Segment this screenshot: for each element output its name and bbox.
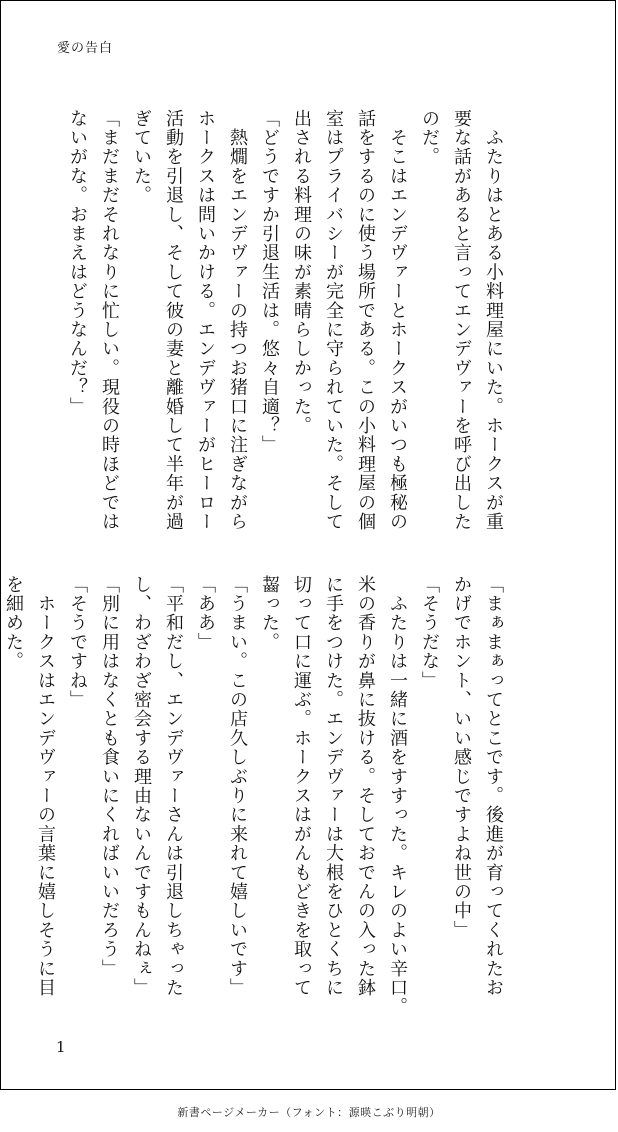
text-line: 話をするのに使う場所である。この小料理屋の個: [355, 109, 376, 532]
text-block-top: [61, 109, 509, 532]
text-line: 出される料理の味が素晴らしかった。: [291, 109, 312, 436]
text-line: ホークスはエンデヴァーの言葉に嬉しそうに目: [35, 575, 56, 998]
footer-credit: 新書ページメーカー（フォント：源暎こぶり明朝）: [177, 1106, 441, 1119]
text-line: 「平和だし、エンデヴァーさんは引退しちゃった: [163, 575, 184, 998]
text-line: 「まぁまぁってとこです。後進が育ってくれたお: [483, 575, 504, 998]
text-line: 「そうだな」: [419, 575, 440, 691]
text-line: ないがな。おまえはどうなんだ？」: [67, 109, 88, 417]
text-line: ふたりはとある小料理屋にいた。ホークスが重: [483, 109, 504, 532]
text-line: 要な話があると言ってエンデヴァーを呼び出した: [451, 109, 472, 532]
text-line: 「別に用はなくとも食いにくればいいだろう」: [99, 575, 120, 979]
text-line: 「うまい。この店久しぶりに来れて嬉しいです」: [227, 575, 248, 998]
text-line: ホークスは問いかける。エンデヴァーがヒーロー: [195, 109, 216, 532]
page-title: 愛の告白: [57, 41, 114, 56]
text-line: 活動を引退し、そして彼の妻と離婚して半年が過: [163, 109, 184, 532]
text-line: 「ああ」: [195, 575, 216, 652]
text-line: 「そうですね」: [67, 575, 88, 710]
text-line: を細めた。: [3, 575, 24, 671]
text-line: 「まだまだそれなりに忙しい。現役の時ほどでは: [99, 109, 120, 532]
text-line: かげでホント、いい感じですよね世の中」: [451, 575, 472, 940]
text-line: 齧った。: [259, 575, 280, 652]
text-block-bottom: [0, 575, 509, 1017]
text-line: 熱燗をエンデヴァーの持つお猪口に注ぎながら: [227, 109, 248, 532]
text-line: し、わざわざ密会する理由ないんですもんねぇ」: [131, 575, 152, 998]
text-line: ぎていた。: [131, 109, 152, 205]
text-line: 「どうですか引退生活は。悠々自適？」: [259, 109, 280, 455]
text-line: 室はプライバシーが完全に守られていた。そして: [323, 109, 344, 532]
text-line: そこはエンデヴァーとホークスがいつも極秘の: [387, 109, 408, 532]
page-number: 1: [56, 1038, 66, 1056]
text-line: 米の香りが鼻に抜ける。そしておでんの入った鉢: [355, 575, 376, 998]
text-line: のだ。: [419, 109, 440, 167]
text-line: ふたりは一緒に酒をすすった。キレのよい辛口。: [387, 575, 408, 1017]
text-line: 切って口に運ぶ。ホークスはがんもどきを取って: [291, 575, 312, 998]
text-line: に手をつけた。エンデヴァーは大根をひとくちに: [323, 575, 344, 998]
